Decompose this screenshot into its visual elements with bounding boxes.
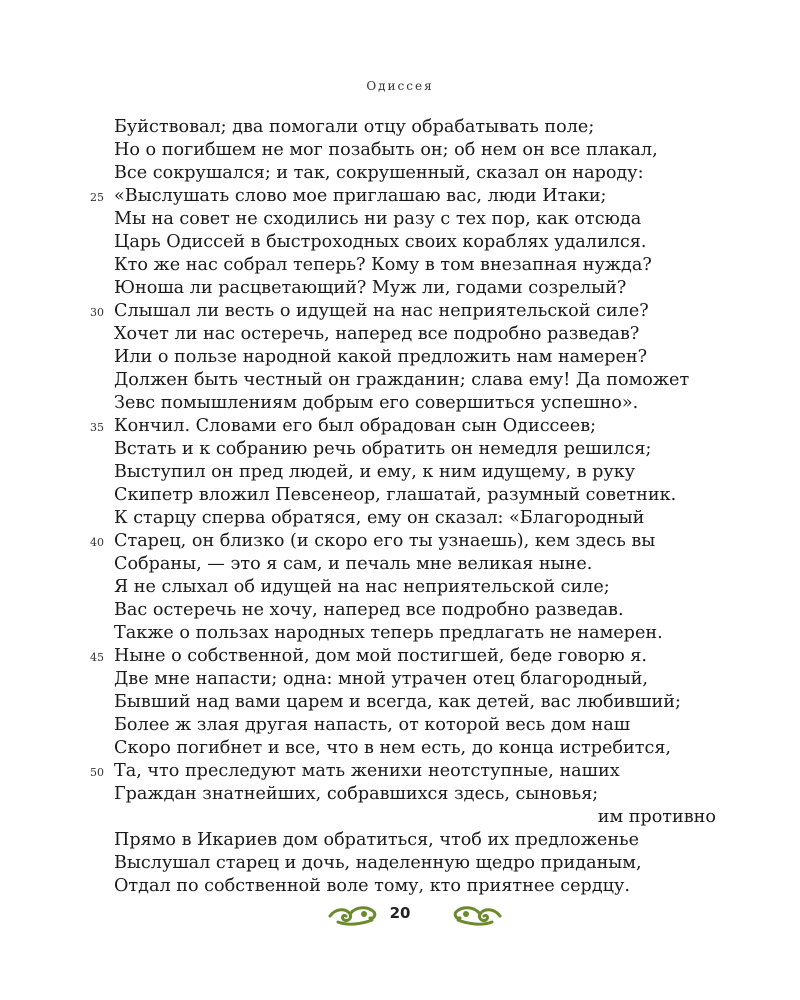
page-footer: [0, 900, 800, 932]
verse-line: [0, 277, 800, 300]
verse-line: [0, 231, 800, 254]
verse-text: Граждан знатнейших, собравшихся здесь, сыновья;: [114, 784, 599, 804]
verse-line: [0, 622, 800, 645]
verse-text: Я не слыхал об идущей на нас неприятельской силе;: [114, 577, 610, 597]
line-number: 40: [90, 536, 104, 549]
verse-line: [0, 760, 800, 783]
verse-text: Но о погибшем не мог позабыть он; об нем он все плакал,: [114, 140, 658, 160]
verse-text: Более ж злая другая напасть, от которой весь дом наш: [114, 715, 631, 735]
verse-text: Должен быть честный он гражданин; слава ему! Да поможет: [114, 370, 690, 390]
verse-line: [0, 392, 800, 415]
verse-line: [0, 254, 800, 277]
verse-line: [0, 323, 800, 346]
verse-text: Старец, он близко (и скоро его ты узнаешь), кем здесь вы: [114, 531, 656, 551]
verse-line: [0, 461, 800, 484]
verse-line: [0, 438, 800, 461]
verse-text: Отдал по собственной воле тому, кто приятнее сердцу.: [114, 876, 630, 896]
verse-text: Кончил. Словами его был обрадован сын Одиссеев;: [114, 416, 597, 436]
ornament-left-icon: [328, 904, 378, 926]
verse-text: Все сокрушался; и так, сокрушенный, сказал он народу:: [114, 163, 644, 183]
verse-text: Скоро погибнет и все, что в нем есть, до конца истребится,: [114, 738, 672, 758]
page-number: 20: [389, 904, 411, 922]
verse-block: [0, 116, 800, 898]
verse-line: [0, 415, 800, 438]
verse-text: Царь Одиссей в быстроходных своих кораблях удалился.: [114, 232, 647, 252]
verse-line: [0, 737, 800, 760]
verse-line: [0, 875, 800, 898]
line-number: 25: [90, 191, 104, 204]
verse-line: [0, 852, 800, 875]
verse-text: Скипетр вложил Певсенеор, глашатай, разумный советник.: [114, 485, 677, 505]
verse-text: Две мне напасти; одна: мной утрачен отец благородный,: [114, 669, 649, 689]
verse-line: [0, 599, 800, 622]
verse-text: Встать и к собранию речь обратить он немедля решился;: [114, 439, 652, 459]
verse-text: Также о пользах народных теперь предлагать не намерен.: [114, 623, 663, 643]
verse-text: К старцу сперва обратяся, ему он сказал: «Благородный: [114, 508, 645, 528]
line-number: 50: [90, 766, 104, 779]
verse-line: [0, 668, 800, 691]
verse-text: Мы на совет не сходились ни разу с тех пор, как отсюда: [114, 209, 642, 229]
verse-text: Кто же нас собрал теперь? Кому в том внезапная нужда?: [114, 255, 652, 275]
verse-text: Та, что преследуют мать женихи неотступные, наших: [114, 761, 620, 781]
verse-text: Или о пользе народной какой предложить нам намерен?: [114, 347, 648, 367]
line-number: 30: [90, 306, 104, 319]
line-number: 45: [90, 651, 104, 664]
verse-line: [0, 530, 800, 553]
verse-text: Хочет ли нас остеречь, наперед все подробно разведав?: [114, 324, 640, 344]
line-number: 35: [90, 421, 104, 434]
verse-text: «Выслушать слово мое приглашаю вас, люди Итаки;: [114, 186, 607, 206]
verse-line: [0, 484, 800, 507]
verse-line: [0, 829, 800, 852]
verse-line: [0, 346, 800, 369]
verse-line: [0, 139, 800, 162]
verse-text: им противно: [597, 807, 716, 827]
verse-line: [0, 576, 800, 599]
verse-text: Зевс помышлениям добрым его совершиться успешно».: [114, 393, 639, 413]
verse-line: [0, 806, 800, 829]
verse-line: [0, 691, 800, 714]
verse-text: Бывший над вами царем и всегда, как детей, вас любивший;: [114, 692, 681, 712]
verse-line: [0, 300, 800, 323]
verse-text: Ныне о собственной, дом мой постигшей, беде говорю я.: [114, 646, 648, 666]
verse-line: [0, 645, 800, 668]
verse-text: Выступил он пред людей, и ему, к ним идущему, в руку: [114, 462, 636, 482]
verse-line: [0, 208, 800, 231]
verse-text: Прямо в Икариев дом обратиться, чтоб их предложенье: [114, 830, 640, 850]
running-title: Одиссея: [366, 79, 434, 93]
ornament-right-icon: [452, 904, 502, 926]
verse-line: [0, 185, 800, 208]
verse-line: [0, 507, 800, 530]
verse-text: Выслушал старец и дочь, наделенную щедро приданым,: [114, 853, 642, 873]
verse-text: Слышал ли весть о идущей на нас неприятельской силе?: [114, 301, 649, 321]
verse-text: Собраны, — это я сам, и печаль мне великая ныне.: [114, 554, 593, 574]
verse-line: [0, 162, 800, 185]
verse-text: Буйствовал; два помогали отцу обрабатывать поле;: [114, 117, 595, 137]
verse-line: [0, 116, 800, 139]
verse-line: [0, 553, 800, 576]
verse-line: [0, 783, 800, 806]
verse-line: [0, 369, 800, 392]
verse-text: Юноша ли расцветающий? Муж ли, годами созрелый?: [114, 278, 627, 298]
verse-text: Вас остеречь не хочу, наперед все подробно разведав.: [114, 600, 624, 620]
verse-line: [0, 714, 800, 737]
